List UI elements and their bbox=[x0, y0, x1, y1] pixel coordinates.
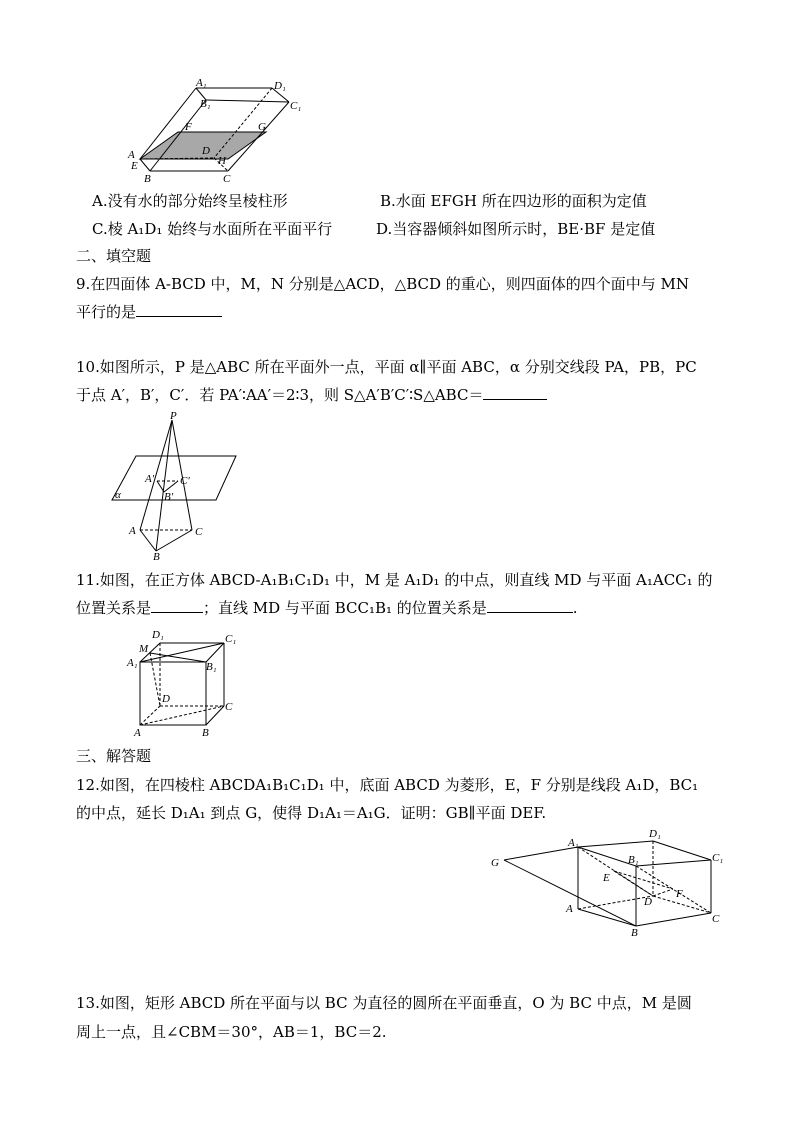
label-E: E bbox=[131, 160, 138, 172]
label-B: B bbox=[631, 927, 638, 938]
label-A: A bbox=[566, 903, 573, 915]
label-B1: B₁ bbox=[200, 98, 211, 110]
label-D1: D₁ bbox=[152, 629, 164, 641]
label-D: D bbox=[202, 145, 210, 157]
label-D: D bbox=[644, 896, 652, 908]
label-B1: B₁ bbox=[628, 854, 639, 866]
q8-option-c: C.棱 A₁D₁ 始终与水面所在平面平行 bbox=[92, 220, 333, 238]
label-C1: C₁ bbox=[225, 633, 237, 645]
q13-line2: 周上一点，且∠CBM＝30°，AB＝1，BC＝2. bbox=[76, 1023, 387, 1041]
label-A1: A₁ bbox=[568, 837, 579, 849]
label-A: A bbox=[129, 525, 136, 537]
q9-line1: 9.在四面体 A-BCD 中，M，N 分别是△ACD，△BCD 的重心，则四面体的四个面中与 MN bbox=[76, 275, 690, 293]
label-M: M bbox=[139, 643, 149, 655]
q11-line2 bbox=[76, 598, 578, 618]
q11-answer-blank-1[interactable] bbox=[151, 598, 203, 613]
label-H: H bbox=[218, 155, 226, 167]
q12-line1: 12.如图，在四棱柱 ABCDA₁B₁C₁D₁ 中，底面 ABCD 为菱形，E，F 分别是线段 A₁D，BC₁ bbox=[76, 776, 699, 794]
label-A: A bbox=[128, 149, 135, 161]
label-D1: D₁ bbox=[649, 828, 661, 840]
q8-option-d: D.当容器倾斜如图所示时，BE·BF 是定值 bbox=[376, 220, 656, 238]
label-B: B bbox=[153, 551, 160, 562]
label-F: F bbox=[676, 888, 683, 900]
label-A: A bbox=[134, 727, 141, 739]
q10-line2 bbox=[76, 385, 547, 405]
figure-quadrangular-prism bbox=[486, 826, 726, 938]
label-C1: C₁ bbox=[290, 100, 302, 112]
label-C: C bbox=[223, 173, 231, 185]
label-C-prime: C′ bbox=[180, 475, 190, 487]
label-E: E bbox=[603, 872, 610, 884]
label-G: G bbox=[258, 121, 266, 133]
label-F: F bbox=[185, 121, 192, 133]
label-C1: C₁ bbox=[712, 852, 724, 864]
q10-answer-blank[interactable] bbox=[483, 385, 547, 400]
q9-line2 bbox=[76, 302, 222, 322]
q11-answer-blank-2[interactable] bbox=[487, 598, 573, 613]
q11-line2-text-b: ；直线 MD 与平面 BCC₁B₁ 的位置关系是 bbox=[203, 599, 487, 617]
q10-line2-text: 于点 A′，B′，C′．若 PA′∶AA′＝2∶3，则 S△A′B′C′∶S△ABC＝ bbox=[76, 386, 484, 404]
label-P: P bbox=[170, 410, 177, 422]
q10-line1: 10.如图所示，P 是△ABC 所在平面外一点，平面 α∥平面 ABC，α 分别交线段 PA，PB，PC bbox=[76, 358, 697, 376]
label-G: G bbox=[491, 857, 499, 869]
label-B-prime: B′ bbox=[164, 491, 174, 503]
q8-option-a: A.没有水的部分始终呈棱柱形 bbox=[92, 192, 288, 210]
label-C: C bbox=[225, 701, 233, 713]
section-solutions: 三、解答题 bbox=[76, 747, 152, 765]
q11-line1: 11.如图，在正方体 ABCD-A₁B₁C₁D₁ 中，M 是 A₁D₁ 的中点，则直线 MD 与平面 A₁ACC₁ 的 bbox=[76, 571, 713, 589]
label-A1: A₁ bbox=[127, 657, 138, 669]
label-A1: A₁ bbox=[196, 77, 207, 89]
label-alpha: α bbox=[115, 489, 121, 501]
q9-line2-text: 平行的是 bbox=[76, 303, 137, 321]
label-B: B bbox=[144, 173, 151, 185]
q13-line1: 13.如图，矩形 ABCD 所在平面与以 BC 为直径的圆所在平面垂直，O 为 BC 中点，M 是圆 bbox=[76, 994, 692, 1012]
q12-line2: 的中点，延长 D₁A₁ 到点 G，使得 D₁A₁＝A₁G．证明：GB∥平面 DEF. bbox=[76, 804, 547, 822]
label-D1: D₁ bbox=[274, 80, 286, 92]
figure-cube bbox=[126, 628, 240, 740]
label-A-prime: A′ bbox=[145, 473, 155, 485]
label-C: C bbox=[195, 526, 203, 538]
q11-line2-text-a: 位置关系是 bbox=[76, 599, 152, 617]
section-fill-in: 二、填空题 bbox=[76, 247, 152, 265]
label-B: B bbox=[202, 727, 209, 739]
q11-line2-text-c: . bbox=[572, 599, 578, 617]
figure-prism-container bbox=[120, 76, 320, 188]
label-D: D bbox=[162, 693, 170, 705]
label-C: C bbox=[712, 913, 720, 925]
q9-answer-blank[interactable] bbox=[136, 302, 222, 317]
figure-pyramid-plane bbox=[108, 410, 242, 562]
q8-option-b: B.水面 EFGH 所在四边形的面积为定值 bbox=[380, 192, 647, 210]
label-B1: B₁ bbox=[206, 661, 217, 673]
